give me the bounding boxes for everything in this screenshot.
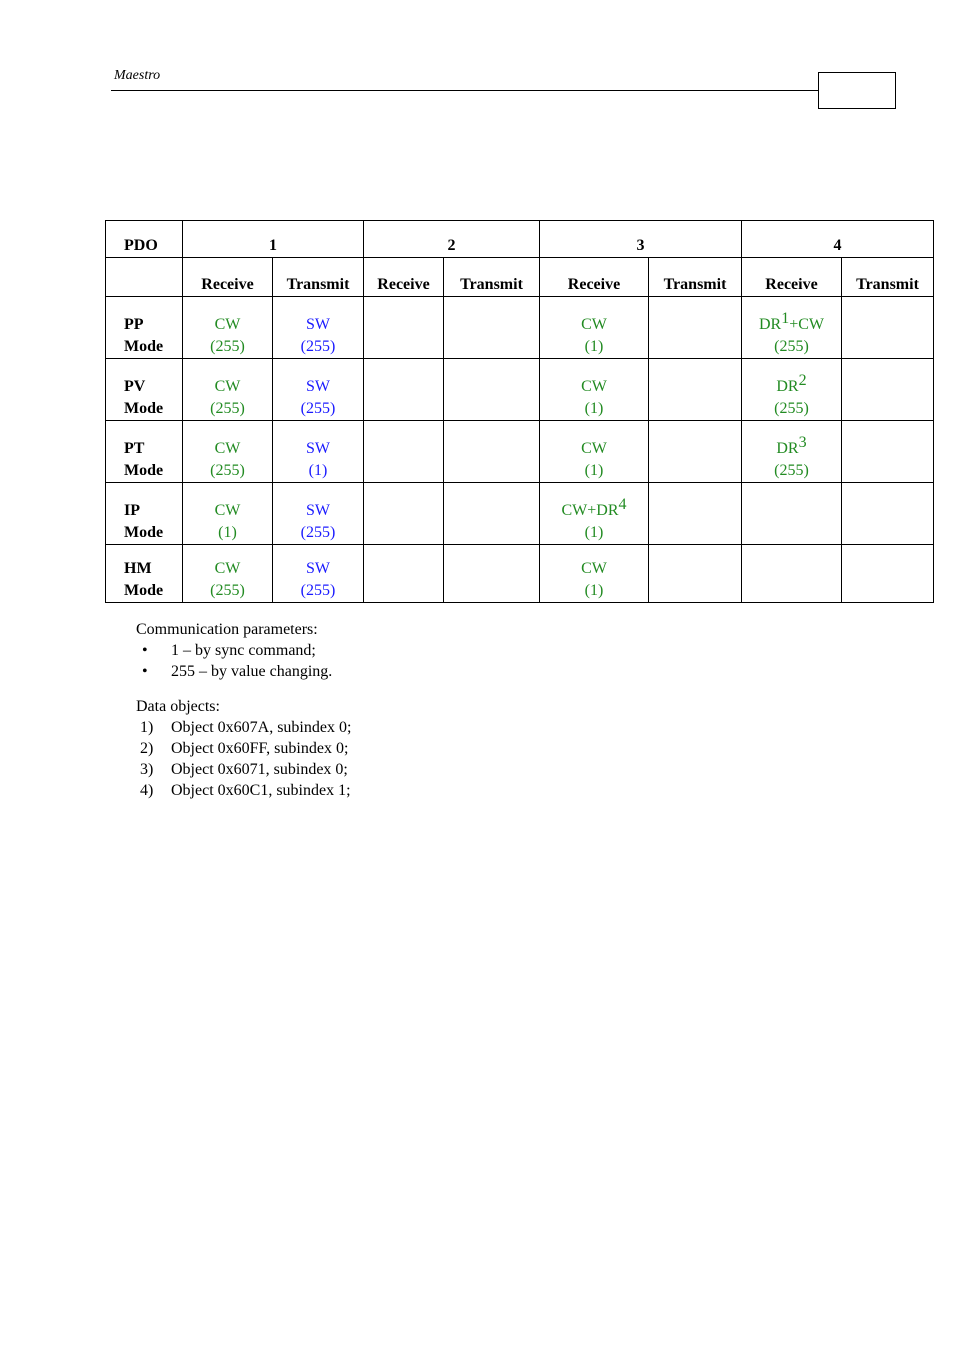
table-cell: $DR^2$ (255) <box>742 359 842 421</box>
list-item: 2) Object 0x60FF, subindex 0; <box>140 740 349 757</box>
empty-cell <box>444 297 540 359</box>
subheader-cell: Transmit <box>444 258 540 297</box>
empty-cell <box>444 545 540 603</box>
subheader-cell: Receive <box>540 258 649 297</box>
empty-cell <box>444 421 540 483</box>
group-header-2: 2 <box>364 221 540 258</box>
table-cell: SW (255) <box>273 297 364 359</box>
group-header-4: 4 <box>742 221 934 258</box>
table-row <box>106 483 934 545</box>
table-cell: CW (1) <box>183 483 273 545</box>
subheader-cell: Receive <box>742 258 842 297</box>
table-group-header-row <box>106 221 934 258</box>
empty-cell <box>649 359 742 421</box>
empty-cell <box>842 421 934 483</box>
table-cell: CW (1) <box>540 545 649 603</box>
subheader-cell: Receive <box>183 258 273 297</box>
row-label: PP Mode <box>106 297 183 359</box>
empty-cell <box>649 483 742 545</box>
table-row <box>106 297 934 359</box>
empty-cell <box>106 258 183 297</box>
table-cell: SW (255) <box>273 359 364 421</box>
empty-cell <box>364 359 444 421</box>
table-cell: SW (255) <box>273 483 364 545</box>
subheader-cell: Receive <box>364 258 444 297</box>
row-label: PV Mode <box>106 359 183 421</box>
subheader-cell: Transmit <box>649 258 742 297</box>
row-label: HM Mode <box>106 545 183 603</box>
empty-cell <box>364 421 444 483</box>
empty-cell <box>842 297 934 359</box>
table-notes <box>136 619 351 801</box>
document-title: Maestro <box>114 68 161 83</box>
list-item: 4) Object 0x60C1, subindex 1; <box>140 782 351 799</box>
row-label: PT Mode <box>106 421 183 483</box>
table-cell: SW (255) <box>273 545 364 603</box>
group-header-1: 1 <box>183 221 364 258</box>
empty-cell <box>649 421 742 483</box>
bullet-icon: • <box>142 663 148 680</box>
empty-cell <box>444 359 540 421</box>
subheader-cell: Transmit <box>273 258 364 297</box>
bullet-icon: • <box>142 642 148 659</box>
group-header-3: 3 <box>540 221 742 258</box>
table-row <box>106 359 934 421</box>
comm-params-heading: Communication parameters: <box>136 621 318 638</box>
empty-cell <box>364 483 444 545</box>
empty-cell <box>364 545 444 603</box>
list-item: 3) Object 0x6071, subindex 0; <box>140 761 348 778</box>
table-cell: CW (255) <box>183 421 273 483</box>
table-cell: $DR^3$ (255) <box>742 421 842 483</box>
empty-cell <box>649 297 742 359</box>
data-objects-heading: Data objects: <box>136 698 220 715</box>
table-cell: CW (255) <box>183 359 273 421</box>
subheader-cell: Transmit <box>842 258 934 297</box>
table-subheader-row <box>106 258 934 297</box>
table-cell: CW (255) <box>183 545 273 603</box>
row-label: IP Mode <box>106 483 183 545</box>
list-item: • 255 – by value changing. <box>142 663 333 680</box>
empty-cell <box>364 297 444 359</box>
page-number-box <box>818 72 896 109</box>
empty-cell <box>842 359 934 421</box>
empty-cell <box>842 483 934 545</box>
list-item: 1) Object 0x607A, subindex 0; <box>140 719 352 736</box>
table-cell: SW (1) <box>273 421 364 483</box>
pdo-mapping-table <box>105 220 934 603</box>
empty-cell <box>649 545 742 603</box>
empty-cell <box>444 483 540 545</box>
table-cell: $CW+DR^4$ (1) <box>540 483 649 545</box>
table-cell: CW (1) <box>540 359 649 421</box>
table-row <box>106 545 934 603</box>
table-row <box>106 421 934 483</box>
table-cell: CW (255) <box>183 297 273 359</box>
table-cell: CW (1) <box>540 421 649 483</box>
list-item: • 1 – by sync command; <box>142 642 316 659</box>
corner-label: PDO <box>106 221 183 258</box>
empty-cell <box>742 483 842 545</box>
table-cell: CW (1) <box>540 297 649 359</box>
header-rule <box>111 90 819 91</box>
table-cell: $DR^1+CW$ (255) <box>742 297 842 359</box>
comm-params-list <box>136 640 351 682</box>
empty-cell <box>742 545 842 603</box>
empty-cell <box>842 545 934 603</box>
data-objects-list <box>136 717 351 801</box>
